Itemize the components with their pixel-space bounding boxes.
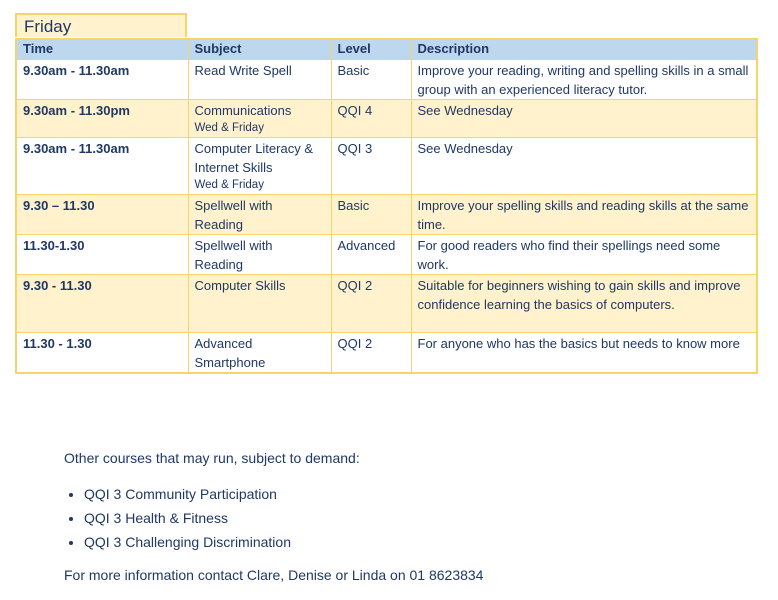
subject-cell xyxy=(188,275,331,333)
subject-text: Computer Skills xyxy=(194,278,286,293)
days-note: Wed & Friday xyxy=(194,122,264,134)
list-item: • QQI 3 Health & Fitness xyxy=(84,506,360,530)
time-cell: 11.30 - 1.30 xyxy=(16,333,188,374)
other-courses-list xyxy=(64,482,360,554)
level-cell: Advanced xyxy=(331,235,411,275)
list-item: • QQI 3 Challenging Discrimination xyxy=(84,530,360,554)
list-item: • QQI 3 Community Participation xyxy=(84,482,360,506)
day-title: Friday xyxy=(15,13,187,37)
subject-cell xyxy=(188,333,331,374)
level-cell: QQI 2 xyxy=(331,333,411,374)
table-row xyxy=(16,333,757,374)
description-cell: Improve your spelling skills and reading skills at the same time. xyxy=(411,195,757,235)
table-row xyxy=(16,100,757,138)
time-cell: 9.30am - 11.30pm xyxy=(16,100,188,138)
column-header-level: Level xyxy=(331,39,411,60)
time-cell: 9.30am - 11.30am xyxy=(16,138,188,195)
time-cell: 9.30 - 11.30 xyxy=(16,275,188,333)
time-cell: 9.30am - 11.30am xyxy=(16,60,188,100)
description-cell: For anyone who has the basics but needs to know more xyxy=(411,333,757,374)
time-cell: 9.30 – 11.30 xyxy=(16,195,188,235)
subject-cell xyxy=(188,138,331,195)
description-cell: See Wednesday xyxy=(411,100,757,138)
subject-text: Communications xyxy=(194,103,292,118)
days-note: Wed & Friday xyxy=(194,179,264,191)
header-row xyxy=(16,39,757,60)
subject-text: Advanced Smartphone xyxy=(194,336,266,370)
subject-text: Spellwell with Reading xyxy=(194,198,273,232)
subject-text: Read Write Spell xyxy=(194,63,292,78)
subject-text: Computer Literacy & Internet Skills xyxy=(194,141,313,175)
column-header-time: Time xyxy=(16,39,188,60)
description-cell: Suitable for beginners wishing to gain skills and improve confidence learning the basics of computers. xyxy=(411,275,757,333)
schedule-table xyxy=(15,38,758,374)
description-cell: For good readers who find their spellings need some work. xyxy=(411,235,757,275)
level-cell: Basic xyxy=(331,60,411,100)
description-cell: Improve your reading, writing and spelling skills in a small group with an experienced literacy tutor. xyxy=(411,60,757,100)
level-cell: QQI 3 xyxy=(331,138,411,195)
level-cell: QQI 2 xyxy=(331,275,411,333)
description-cell: See Wednesday xyxy=(411,138,757,195)
subject-cell xyxy=(188,60,331,100)
other-courses-intro: Other courses that may run, subject to demand: xyxy=(64,450,360,466)
level-cell: QQI 4 xyxy=(331,100,411,138)
table-row xyxy=(16,60,757,100)
table-row xyxy=(16,275,757,333)
table-row xyxy=(16,195,757,235)
contact-info: For more information contact Clare, Denise or Linda on 01 8623834 xyxy=(64,567,484,583)
level-cell: Basic xyxy=(331,195,411,235)
table-row xyxy=(16,235,757,275)
column-header-subject: Subject xyxy=(188,39,331,60)
subject-cell xyxy=(188,100,331,138)
column-header-description: Description xyxy=(411,39,757,60)
table-row xyxy=(16,138,757,195)
footer-section xyxy=(64,448,484,583)
subject-cell xyxy=(188,235,331,275)
time-cell: 11.30-1.30 xyxy=(16,235,188,275)
subject-cell xyxy=(188,195,331,235)
subject-text: Spellwell with Reading xyxy=(194,238,273,272)
